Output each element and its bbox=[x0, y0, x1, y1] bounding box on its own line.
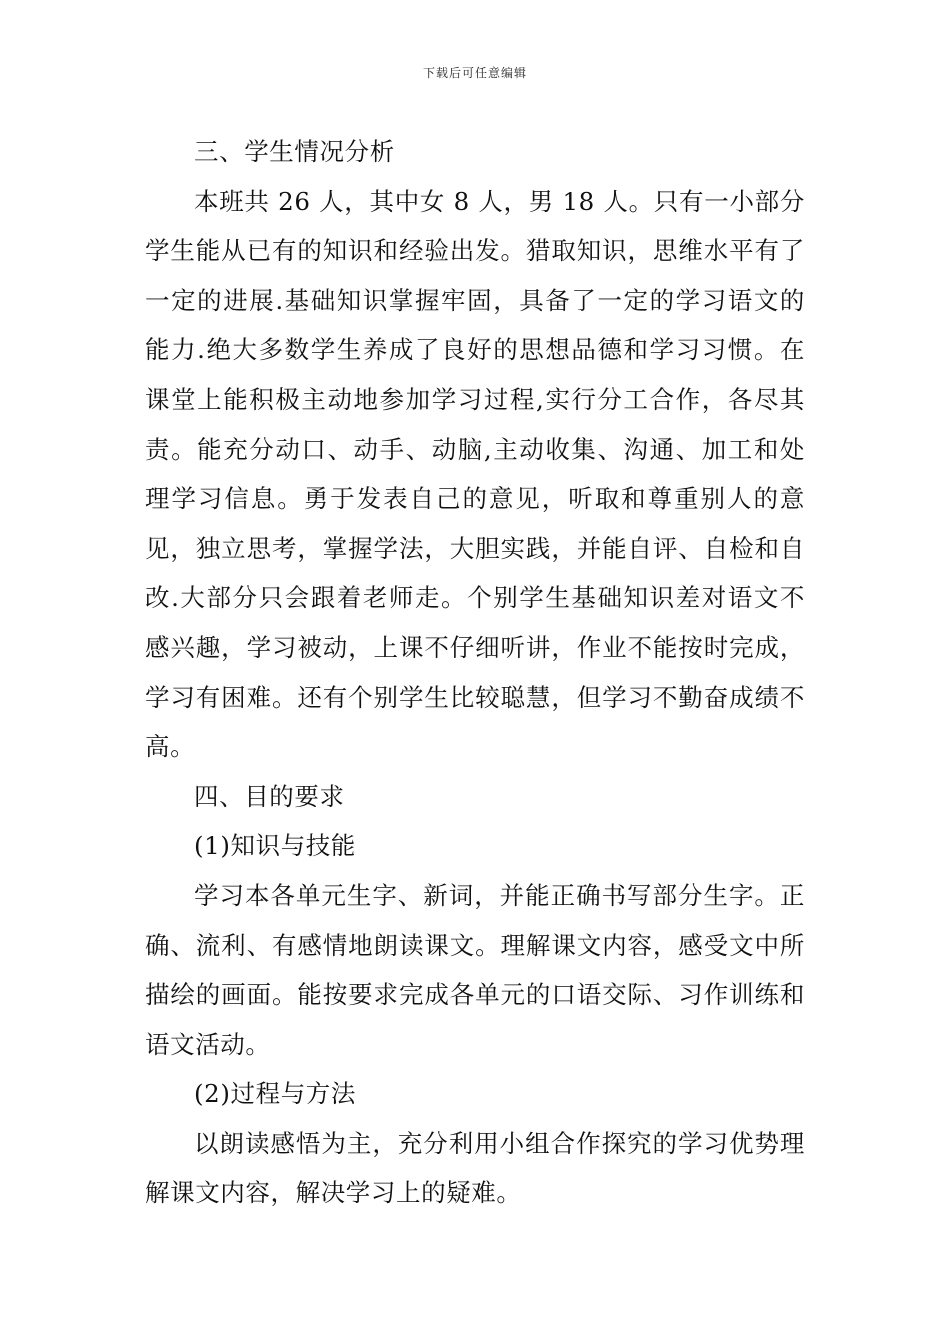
section-heading-goals: 四、目的要求 bbox=[194, 781, 345, 811]
paragraph-student-analysis: 本班共 26 人，其中女 8 人，男 18 人。只有一小部分学生能从已有的知识和经验出发。猎取知识，思维水平有了一定的进展.基础知识掌握牢固，具备了一定的学习语文的能力.绝大多数学生养成了良好的思想品德和学习习惯。在课堂上能积极主动地参加学习过程,实行分工合作，各尽其责。能充分动口、动手、动脑,主动收集、沟通、加工和处理学习信息。勇于发表自己的意见，听取和尊重别人的意见，独立思考，掌握学法，大胆实践，并能自评、自检和自改.大部分只会跟着老师走。个别学生基础知识差对语文不感兴趣，学习被动，上课不仔细听讲，作业不能按时完成，学习有困难。还有个别学生比较聪慧，但学习不勤奋成绩不高。 bbox=[145, 186, 805, 762]
paragraph-process-method: 以朗读感悟为主，充分利用小组合作探究的学习优势理解课文内容，解决学习上的疑难。 bbox=[145, 1128, 805, 1208]
subheading-process-method: (2)过程与方法 bbox=[194, 1079, 357, 1109]
subheading-knowledge-skills: (1)知识与技能 bbox=[194, 831, 357, 861]
section-heading-student-analysis: 三、学生情况分析 bbox=[194, 137, 395, 166]
paragraph-knowledge-skills: 学习本各单元生字、新词，并能正确书写部分生字。正确、流利、有感情地朗读课文。理解课文内容，感受文中所描绘的画面。能按要求完成各单元的口语交际、习作训练和语文活动。 bbox=[145, 880, 805, 1059]
document-body bbox=[145, 127, 805, 1218]
header-note: 下载后可任意编辑 bbox=[422, 66, 527, 80]
